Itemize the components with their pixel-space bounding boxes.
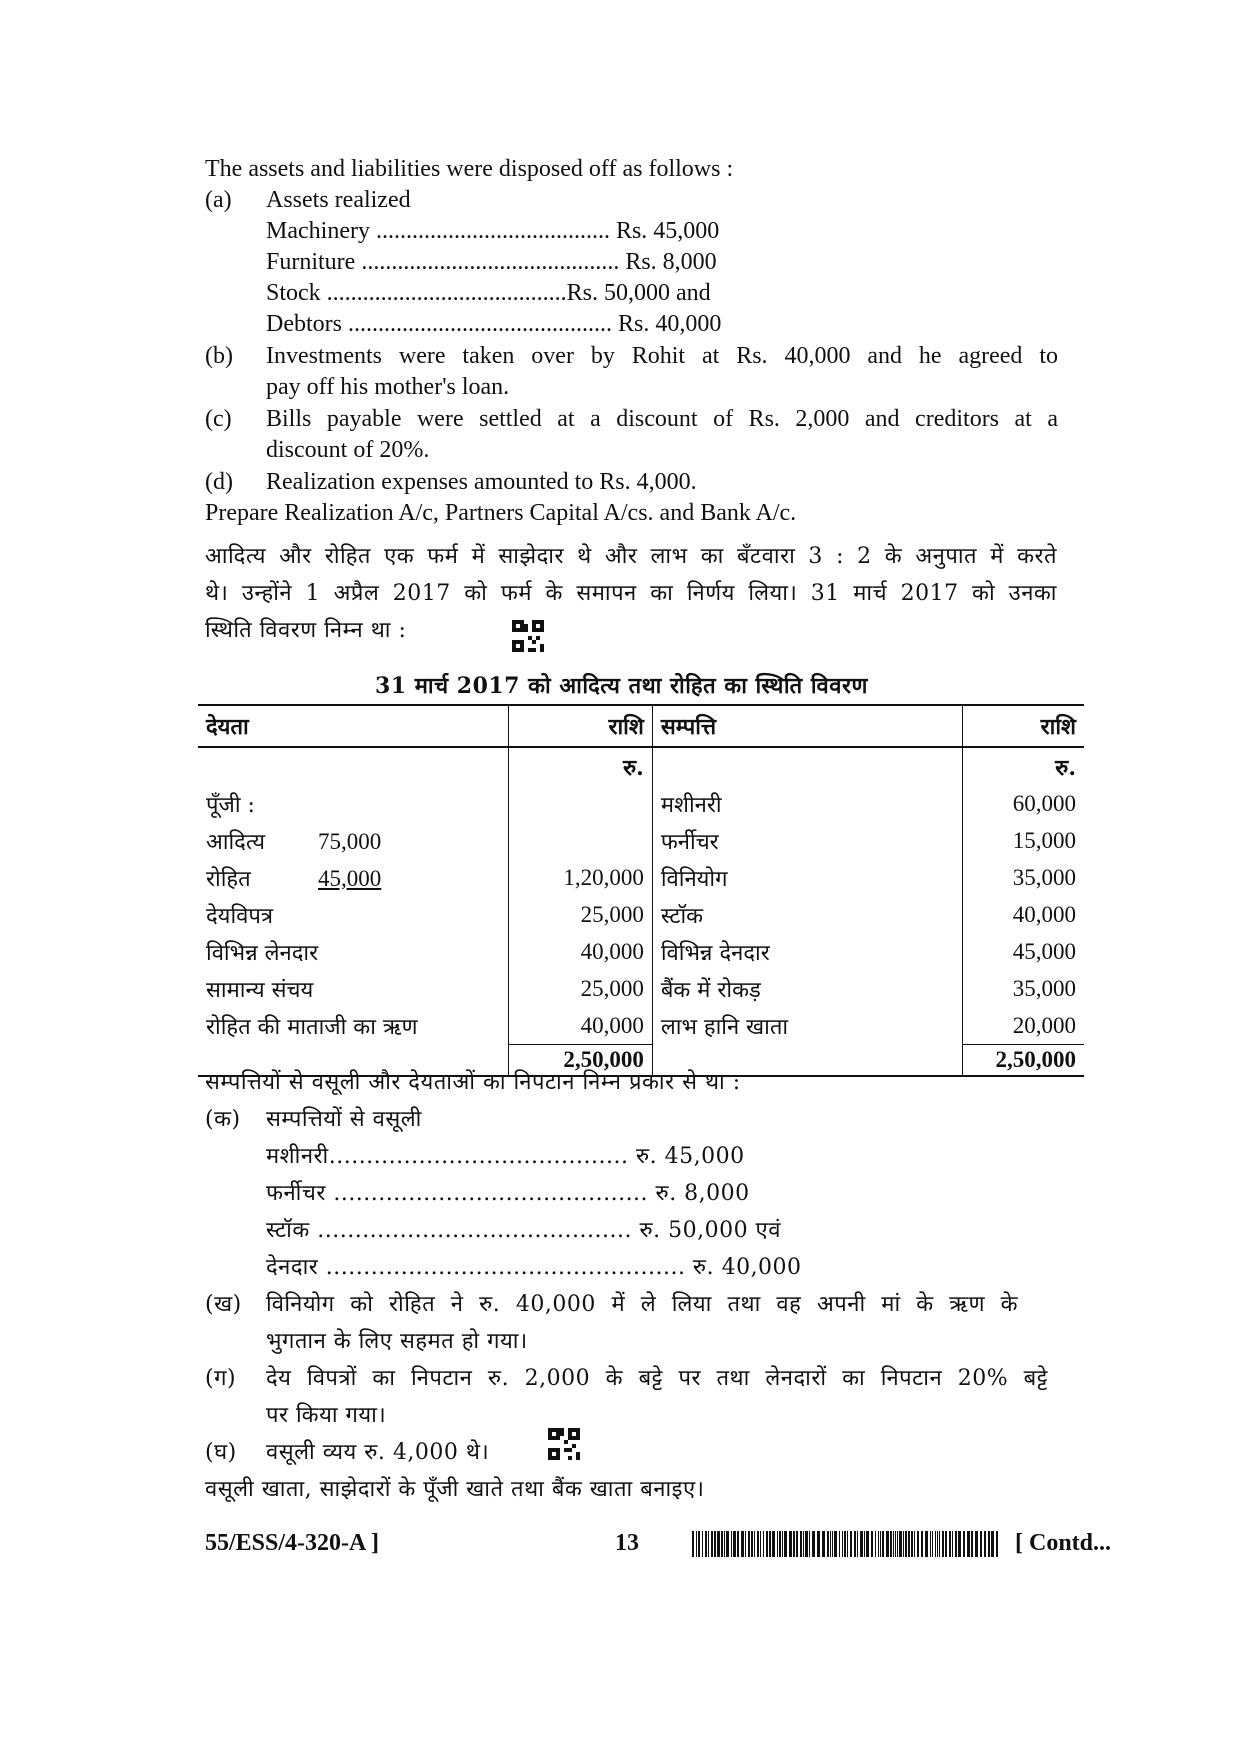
hindi-realized-machinery: मशीनरी........................................ रु. 45,000 (266, 1144, 745, 1169)
capital-sub-amount: 75,000 (318, 828, 382, 854)
item-gha-label: (घ) (205, 1440, 237, 1465)
liability-name: रोहित की माताजी का ऋण (198, 1007, 509, 1045)
item-ka-title: सम्पत्तियों से वसूली (266, 1107, 422, 1132)
item-a-title: Assets realized (266, 187, 411, 213)
item-d-text: Realization expenses amounted to Rs. 4,000. (266, 469, 697, 495)
header-assets: सम्पत्ति (652, 705, 962, 747)
item-c-line1: Bills payable were settled at a discount of Rs. 2,000 and creditors at a (266, 406, 1058, 432)
liability-amount: 40,000 (509, 933, 653, 970)
liability-name: विभिन्न लेनदार (198, 933, 509, 970)
asset-name: विभिन्न देनदार (652, 933, 962, 970)
asset-name: मशीनरी (652, 785, 962, 822)
item-d-label: (d) (205, 469, 233, 495)
asset-name: बैंक में रोकड़ (652, 970, 962, 1007)
english-intro: The assets and liabilities were disposed off as follows : (205, 156, 734, 182)
paper-code: 55/ESS/4-320-A ] (205, 1530, 380, 1556)
header-liabilities: देयता (198, 705, 509, 747)
hindi-para-line3: स्थिति विवरण निम्न था : (205, 618, 407, 643)
item-a-label: (a) (205, 187, 232, 213)
liability-amount: 25,000 (509, 970, 653, 1007)
table-row (198, 785, 1084, 822)
hindi-realized-furniture: फर्नीचर .......................................... रु. 8,000 (266, 1181, 750, 1206)
item-kha-label: (ख) (205, 1292, 242, 1317)
liability-name: आदित्य (206, 829, 266, 855)
asset-realized-furniture: Furniture ........................................... Rs. 8,000 (266, 249, 717, 275)
liability-name: रोहित (206, 866, 251, 892)
asset-amount: 60,000 (1012, 790, 1076, 816)
hindi-para-line2: थे। उन्होंने 1 अप्रैल 2017 को फर्म के समापन का निर्णय लिया। 31 मार्च 2017 को उनका (205, 581, 1057, 606)
item-ga-label: (ग) (205, 1366, 237, 1391)
hindi-realized-stock: स्टॉक .......................................... रु. 50,000 एवं (266, 1218, 781, 1243)
hindi-realized-debtors: देनदार ................................................ रु. 40,000 (266, 1255, 802, 1280)
liability-amount (509, 822, 653, 859)
table-row (198, 933, 1084, 970)
header-amount-liabilities: राशि (509, 705, 653, 747)
item-kha-line2: भुगतान के लिए सहमत हो गया। (266, 1329, 528, 1354)
asset-realized-stock: Stock ........................................Rs. 50,000 and (266, 280, 711, 306)
barcode-icon (692, 1531, 1000, 1557)
asset-name: विनियोग (652, 859, 962, 896)
liability-name: पूँजी : (198, 785, 509, 822)
asset-realized-machinery: Machinery ....................................... Rs. 45,000 (266, 218, 720, 244)
item-b-label: (b) (205, 343, 233, 369)
item-b-line1: Investments were taken over by Rohit at Rs. 40,000 and he agreed to (266, 343, 1058, 369)
asset-name: फर्नीचर (652, 822, 962, 859)
liability-amount: 1,20,000 (509, 859, 653, 896)
table-row (198, 896, 1084, 933)
liability-amount: 40,000 (509, 1007, 653, 1045)
asset-name: लाभ हानि खाता (652, 1007, 962, 1045)
hindi-para-line1: आदित्य और रोहित एक फर्म में साझेदार थे और लाभ का बँटवारा 3 : 2 के अनुपात में करते (205, 544, 1057, 569)
table-row (198, 747, 1084, 785)
table-header-row (198, 705, 1084, 747)
table-row (198, 970, 1084, 1007)
item-b-line2: pay off his mother's loan. (266, 374, 510, 400)
currency-label: रु. (1055, 754, 1076, 781)
continued-label: [ Contd... (1015, 1530, 1112, 1556)
item-ga-line2: पर किया गया। (266, 1403, 387, 1428)
table-row (198, 859, 1084, 896)
liability-name: सामान्य संचय (198, 970, 509, 1007)
item-c-line2: discount of 20%. (266, 437, 430, 463)
item-c-label: (c) (205, 406, 232, 432)
capital-sub-amount: 45,000 (318, 865, 382, 891)
balance-sheet-title: 31 मार्च 2017 को आदित्य तथा रोहित का स्थिति विवरण (375, 673, 868, 699)
asset-amount: 15,000 (1012, 827, 1076, 853)
english-prepare-instruction: Prepare Realization A/c, Partners Capital A/cs. and Bank A/c. (205, 500, 797, 526)
qr-code-icon (512, 620, 544, 652)
asset-name: स्टॉक (652, 896, 962, 933)
item-ga-line1: देय विपत्रों का निपटान रु. 2,000 के बट्टे पर तथा लेनदारों का निपटान 20% बट्टे (266, 1366, 1048, 1391)
asset-amount: 45,000 (1012, 938, 1076, 964)
asset-amount: 40,000 (1012, 901, 1076, 927)
liability-amount: 25,000 (509, 896, 653, 933)
total-assets: 2,50,000 (962, 1045, 1084, 1077)
asset-amount: 35,000 (1012, 864, 1076, 890)
currency-label: रु. (509, 747, 653, 785)
table-row (198, 1007, 1084, 1045)
item-ka-label: (क) (205, 1107, 241, 1132)
qr-code-icon (548, 1428, 580, 1460)
hindi-disposal-intro: सम्पत्तियों से वसूली और देयताओं का निपटान निम्न प्रकार से था : (205, 1070, 741, 1095)
asset-realized-debtors: Debtors ............................................ Rs. 40,000 (266, 311, 722, 337)
balance-sheet-table (198, 704, 1084, 1077)
total-liabilities: 2,50,000 (509, 1045, 653, 1077)
item-gha-text: वसूली व्यय रु. 4,000 थे। (266, 1440, 490, 1465)
page-number: 13 (615, 1530, 639, 1556)
table-row (198, 822, 1084, 859)
header-amount-assets: राशि (962, 705, 1084, 747)
liability-amount (509, 785, 653, 822)
item-kha-line1: विनियोग को रोहित ने रु. 40,000 में ले लिया तथा वह अपनी मां के ऋण के (266, 1292, 1018, 1317)
asset-amount: 35,000 (1012, 975, 1076, 1001)
asset-amount: 20,000 (1012, 1012, 1076, 1038)
hindi-prepare-instruction: वसूली खाता, साझेदारों के पूँजी खाते तथा बैंक खाता बनाइए। (205, 1477, 705, 1502)
liability-name: देयविपत्र (198, 896, 509, 933)
